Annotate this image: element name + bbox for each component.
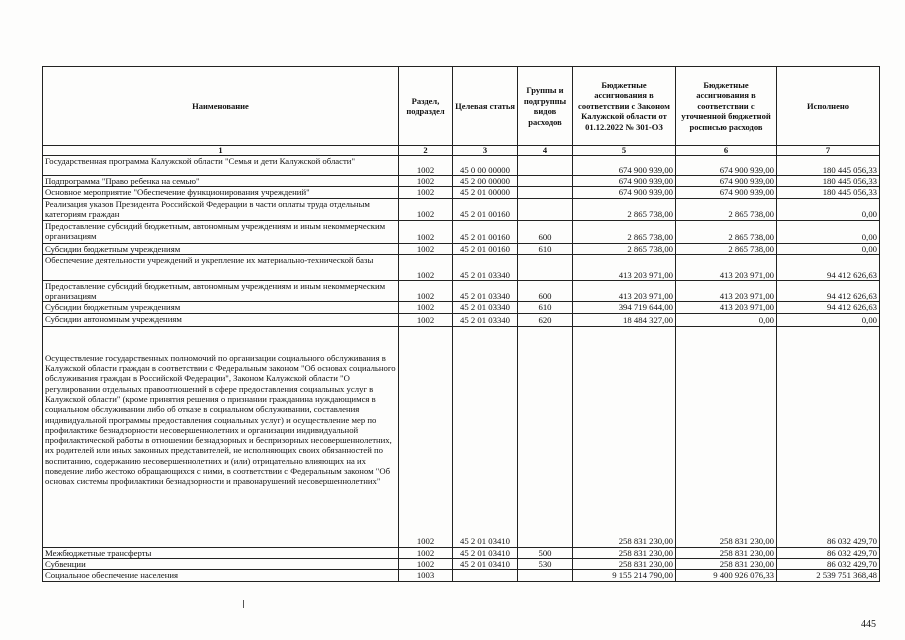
- row-refined: 0,00: [676, 313, 777, 326]
- row-approved: 394 719 644,00: [573, 302, 676, 313]
- row-executed: 0,00: [777, 220, 880, 243]
- row-name: Обеспечение деятельности учреждений и укрепление их материально-технической базы: [43, 254, 399, 280]
- row-name: Подпрограмма "Право ребенка на семью": [43, 176, 399, 187]
- row-name: Субвенции: [43, 559, 399, 570]
- budget-table: [42, 66, 880, 582]
- row-group: [518, 254, 573, 280]
- row-section: 1002: [399, 187, 453, 198]
- table-row: [43, 156, 880, 176]
- row-name: [43, 326, 399, 547]
- row-refined: 258 831 230,00: [676, 326, 777, 547]
- row-target: 45 0 00 00000: [453, 156, 518, 176]
- row-target: 45 2 01 03340: [453, 313, 518, 326]
- table-row: [43, 280, 880, 302]
- row-section: 1002: [399, 254, 453, 280]
- table-row: [43, 559, 880, 570]
- row-executed: 86 032 429,70: [777, 547, 880, 558]
- column-number: 5: [573, 146, 676, 156]
- column-number: 6: [676, 146, 777, 156]
- row-name: Государственная программа Калужской области "Семья и дети Калужской области": [43, 156, 399, 176]
- row-refined: 674 900 939,00: [676, 187, 777, 198]
- row-section: 1002: [399, 156, 453, 176]
- row-executed: 86 032 429,70: [777, 326, 880, 547]
- column-number-row: [43, 146, 880, 156]
- header-row: [43, 67, 880, 146]
- header-refined: Бюджетные ассигнования в соответствии с уточненной бюджетной росписью расходов: [676, 67, 777, 146]
- table-row: [43, 187, 880, 198]
- row-approved: 258 831 230,00: [573, 326, 676, 547]
- row-approved: 413 203 971,00: [573, 254, 676, 280]
- scan-artifact-mark: [243, 600, 244, 608]
- row-executed: 86 032 429,70: [777, 559, 880, 570]
- row-group: 600: [518, 220, 573, 243]
- row-approved: 674 900 939,00: [573, 187, 676, 198]
- row-target: 45 2 01 03410: [453, 559, 518, 570]
- row-name: Реализация указов Президента Российской Федерации в части оплаты труда отдельным категориям граждан: [43, 198, 399, 220]
- row-group: 600: [518, 280, 573, 302]
- column-number: 7: [777, 146, 880, 156]
- table-row: [43, 198, 880, 220]
- row-section: 1002: [399, 280, 453, 302]
- row-name: Предоставление субсидий бюджетным, автономным учреждениям и иным некоммерческим организациям: [43, 280, 399, 302]
- row-target: 45 2 01 00000: [453, 187, 518, 198]
- row-approved: 18 484 327,00: [573, 313, 676, 326]
- row-refined: 2 865 738,00: [676, 220, 777, 243]
- row-section: 1002: [399, 559, 453, 570]
- row-executed: 180 445 056,33: [777, 156, 880, 176]
- row-approved: 674 900 939,00: [573, 156, 676, 176]
- row-target: 45 2 01 03410: [453, 547, 518, 558]
- row-refined: 674 900 939,00: [676, 176, 777, 187]
- row-name: Субсидии бюджетным учреждениям: [43, 243, 399, 254]
- row-approved: 674 900 939,00: [573, 176, 676, 187]
- row-section: 1002: [399, 326, 453, 547]
- row-approved: 258 831 230,00: [573, 559, 676, 570]
- row-target: 45 2 01 03410: [453, 326, 518, 547]
- row-group: [518, 326, 573, 547]
- row-section: 1002: [399, 220, 453, 243]
- row-target: 45 2 01 03340: [453, 280, 518, 302]
- page-number: 445: [861, 619, 876, 630]
- row-section: 1002: [399, 176, 453, 187]
- row-approved: 258 831 230,00: [573, 547, 676, 558]
- row-name: Предоставление субсидий бюджетным, автономным учреждениям и иным некоммерческим организациям: [43, 220, 399, 243]
- row-group: 610: [518, 302, 573, 313]
- row-section: 1002: [399, 313, 453, 326]
- row-name: Субсидии автономным учреждениям: [43, 313, 399, 326]
- row-target: 45 2 01 03340: [453, 302, 518, 313]
- row-target: 45 2 00 00000: [453, 176, 518, 187]
- row-name: Субсидии бюджетным учреждениям: [43, 302, 399, 313]
- row-group: [518, 187, 573, 198]
- row-executed: 2 539 751 368,48: [777, 570, 880, 581]
- row-name: Основное мероприятие "Обеспечение функционирования учреждений": [43, 187, 399, 198]
- row-group: [518, 176, 573, 187]
- row-executed: 180 445 056,33: [777, 176, 880, 187]
- row-group: 500: [518, 547, 573, 558]
- row-refined: 413 203 971,00: [676, 280, 777, 302]
- row-executed: 94 412 626,63: [777, 254, 880, 280]
- table-row: [43, 254, 880, 280]
- row-group: [518, 156, 573, 176]
- row-group: [518, 198, 573, 220]
- row-section: 1002: [399, 198, 453, 220]
- row-target: [453, 570, 518, 581]
- row-refined: 413 203 971,00: [676, 254, 777, 280]
- header-target: Целевая статья: [453, 67, 518, 146]
- header-name: Наименование: [43, 67, 399, 146]
- row-executed: 0,00: [777, 198, 880, 220]
- row-name-text: Осуществление государственных полномочий по организации социального обслуживания в Калужской области граждан в соответствии с Федеральным законом "Об основах социального обслуживания граждан в Российской Федерации", Законом Калужской области "О регулировании отдельных правоотношений в сфере предоставления социальных услуг в Калужской области" (кроме принятия решения о признании гражданина нуждающимся в социальном обслуживании либо об отказе в социальном обслуживании, составления индивидуальной программы предоставления социальных услуг) и осуществление мер по профилактике безнадзорности несовершеннолетних и организации индивидуальной профилактической работы в отношении безнадзорных и беспризорных несовершеннолетних, их родителей или иных законных представителей, не исполняющих своих обязанностей по воспитанию, содержанию несовершеннолетних и (или) отрицательно влияющих на их поведение либо жестоко обращающихся с ними, в соответствии с Федеральным законом "Об основах системы профилактики безнадзорности и правонарушений несовершеннолетних": [45, 352, 396, 487]
- row-section: 1002: [399, 547, 453, 558]
- row-executed: 94 412 626,63: [777, 302, 880, 313]
- row-approved: 2 865 738,00: [573, 198, 676, 220]
- table-row: [43, 547, 880, 558]
- row-group: 530: [518, 559, 573, 570]
- table-row: [43, 326, 880, 547]
- row-refined: 258 831 230,00: [676, 547, 777, 558]
- row-section: 1003: [399, 570, 453, 581]
- row-approved: 9 155 214 790,00: [573, 570, 676, 581]
- row-refined: 413 203 971,00: [676, 302, 777, 313]
- row-approved: 2 865 738,00: [573, 243, 676, 254]
- row-executed: 94 412 626,63: [777, 280, 880, 302]
- row-target: 45 2 01 03340: [453, 254, 518, 280]
- row-approved: 413 203 971,00: [573, 280, 676, 302]
- header-executed: Исполнено: [777, 67, 880, 146]
- table-row: [43, 243, 880, 254]
- row-executed: 180 445 056,33: [777, 187, 880, 198]
- row-group: 620: [518, 313, 573, 326]
- row-name: Социальное обеспечение населения: [43, 570, 399, 581]
- table-row: [43, 313, 880, 326]
- row-name: Межбюджетные трансферты: [43, 547, 399, 558]
- header-approved: Бюджетные ассигнования в соответствии с Законом Калужской области от 01.12.2022 № 301-ОЗ: [573, 67, 676, 146]
- table-row: [43, 220, 880, 243]
- row-refined: 258 831 230,00: [676, 559, 777, 570]
- table-row: [43, 570, 880, 581]
- row-refined: 2 865 738,00: [676, 198, 777, 220]
- table-row: [43, 302, 880, 313]
- row-approved: 2 865 738,00: [573, 220, 676, 243]
- row-group: [518, 570, 573, 581]
- column-number: 4: [518, 146, 573, 156]
- row-target: 45 2 01 00160: [453, 243, 518, 254]
- row-section: 1002: [399, 302, 453, 313]
- row-refined: 674 900 939,00: [676, 156, 777, 176]
- column-number: 2: [399, 146, 453, 156]
- table-row: [43, 176, 880, 187]
- row-executed: 0,00: [777, 243, 880, 254]
- row-group: 610: [518, 243, 573, 254]
- row-section: 1002: [399, 243, 453, 254]
- row-refined: 2 865 738,00: [676, 243, 777, 254]
- row-executed: 0,00: [777, 313, 880, 326]
- column-number: 3: [453, 146, 518, 156]
- column-number: 1: [43, 146, 399, 156]
- row-target: 45 2 01 00160: [453, 220, 518, 243]
- row-target: 45 2 01 00160: [453, 198, 518, 220]
- row-refined: 9 400 926 076,33: [676, 570, 777, 581]
- header-section: Раздел, подраздел: [399, 67, 453, 146]
- header-groups: Группы и подгруппы видов расходов: [518, 67, 573, 146]
